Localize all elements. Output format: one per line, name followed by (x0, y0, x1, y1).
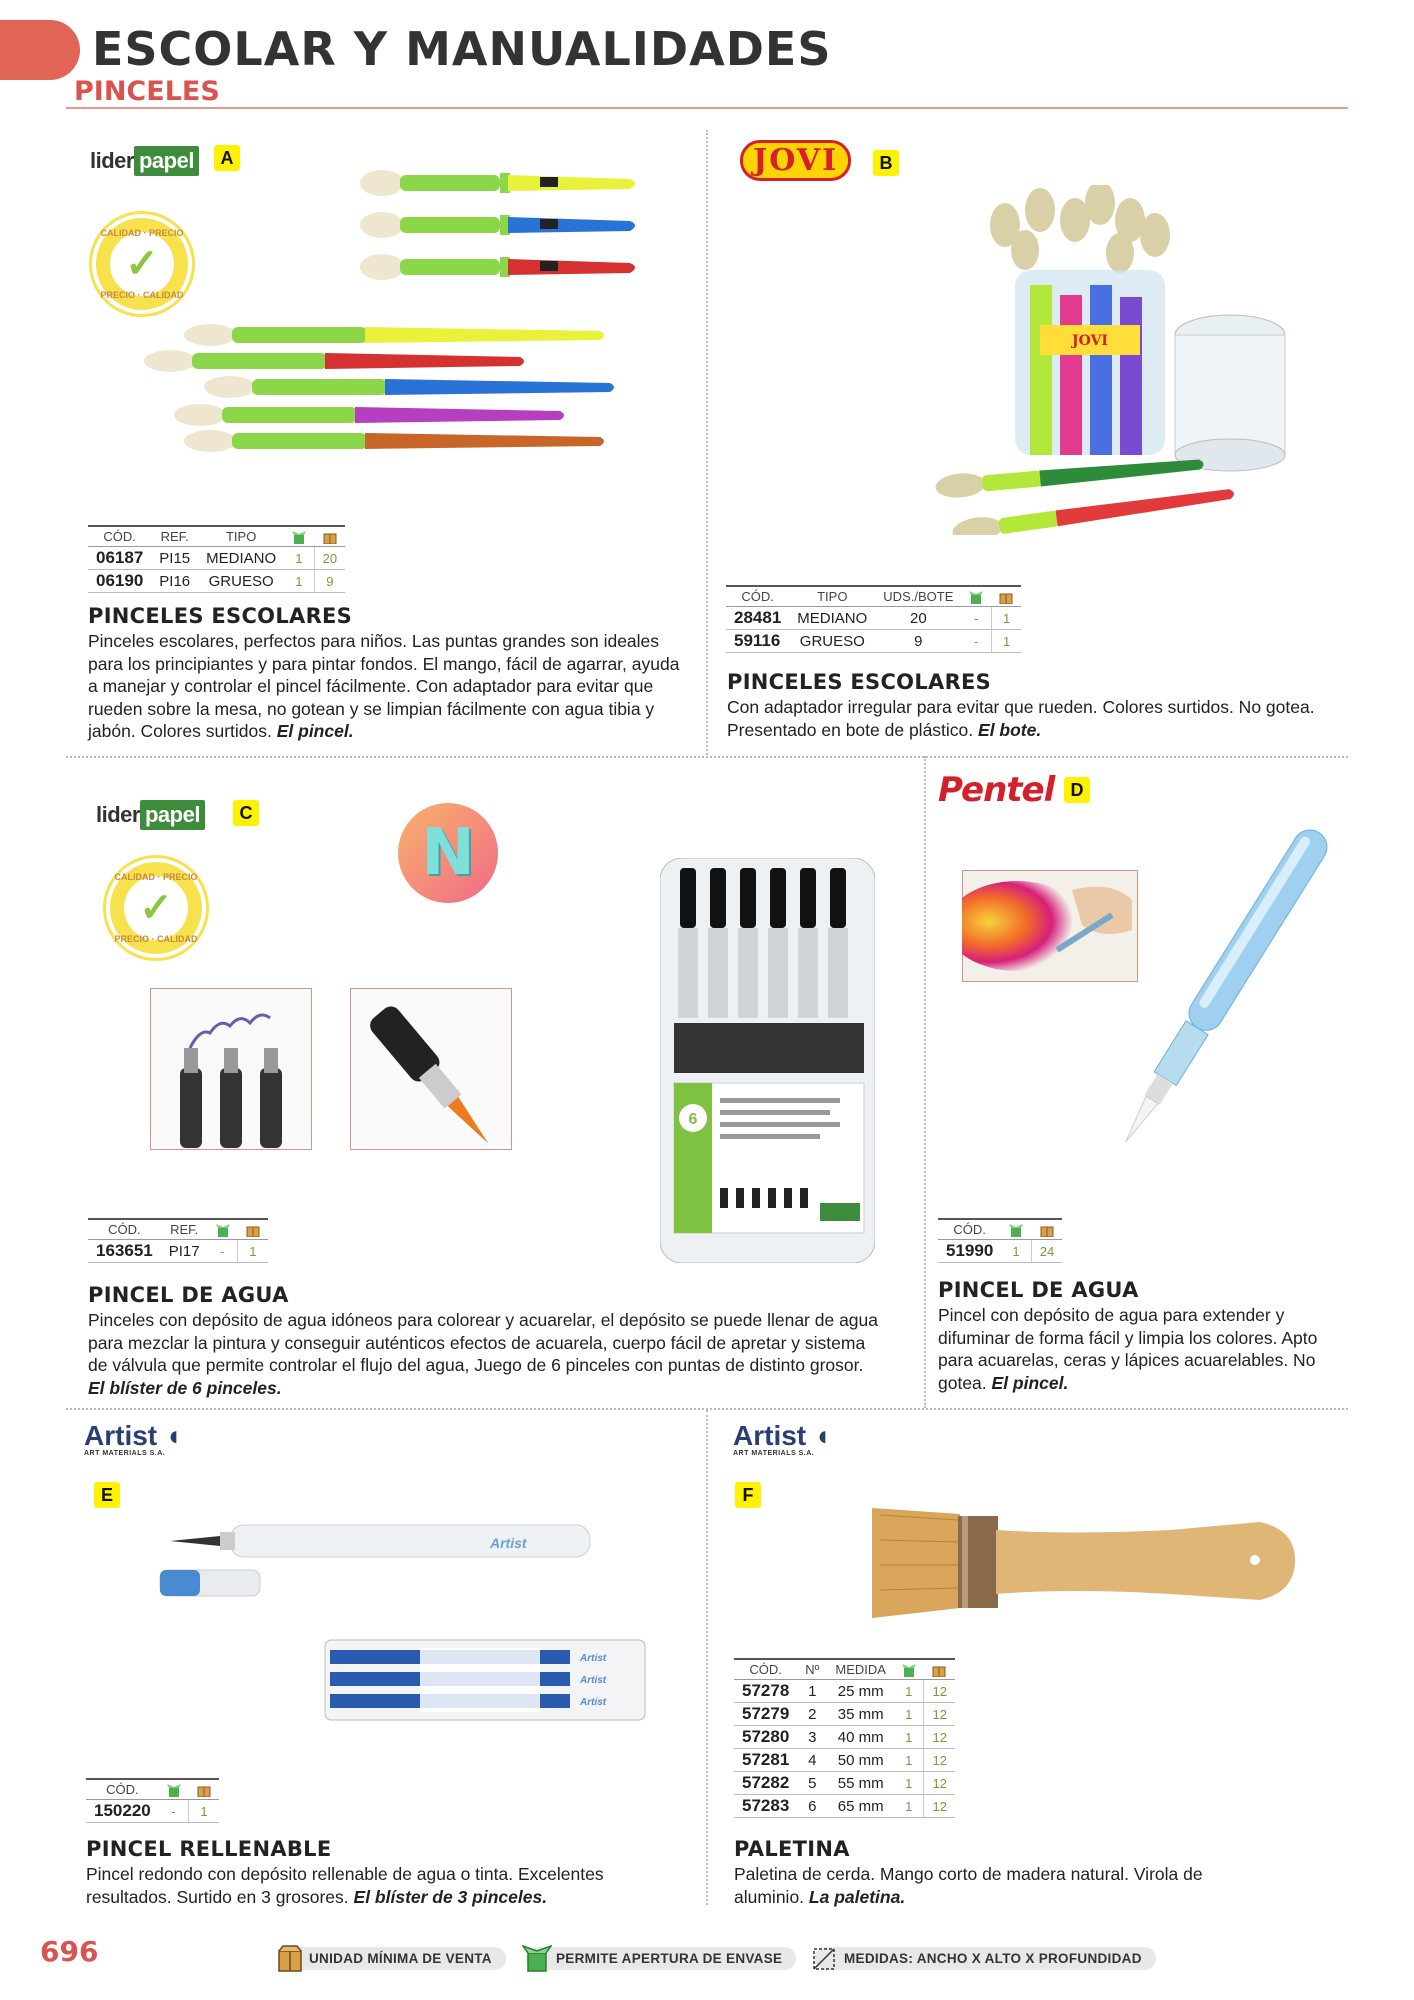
jovi-logo: JOVI (740, 140, 851, 181)
palette-icon: ◖ (813, 1420, 831, 1451)
product-d-description: Pincel con depósito de agua para extender y difuminar de forma fácil y limpia los colores. Apto para acuarelas, ceras y lápices acuarelables. No gotea. El pincel. (938, 1305, 1318, 1393)
divider-vertical-top (706, 130, 708, 755)
brand-name-part2: papel (134, 146, 199, 176)
school-brushes-image (110, 155, 650, 500)
col-header-code: CÓD. (938, 1219, 1001, 1240)
flat-brush-image (870, 1500, 1300, 1630)
box-icon (1031, 1219, 1062, 1240)
seal-top-text: CALIDAD · PRECIO (100, 228, 184, 238)
col-header-code: CÓD. (734, 1659, 797, 1680)
product-e-table (86, 1778, 219, 1823)
product-e-title: PINCEL RELLENABLE (86, 1837, 332, 1861)
table-row: 57281 4 50 mm 1 12 (734, 1749, 955, 1772)
water-brush-detail-image-1 (150, 988, 312, 1150)
open-box-icon (894, 1659, 924, 1680)
col-header-type: TIPO (198, 526, 284, 547)
svg-text:JOVI: JOVI (1072, 333, 1108, 349)
table-row: 150220 - 1 (86, 1800, 219, 1823)
open-box-icon (208, 1219, 238, 1240)
checkmark-icon: ✓ (110, 232, 174, 296)
product-b-title: PINCELES ESCOLARES (727, 670, 992, 694)
product-letter-f: F (735, 1482, 761, 1508)
product-d-table (938, 1218, 1062, 1263)
product-f-title: PALETINA (734, 1837, 850, 1861)
page-title: ESCOLAR Y MANUALIDADES (92, 22, 832, 76)
open-box-icon (284, 526, 314, 547)
product-a-description: Pinceles escolares, perfectos para niños. Las puntas grandes son ideales para los principiantes y para pintar fondos. El mango, fácil de agarrar, ayuda a manejar y controlar el pincel fácilmente. Con adaptador para evitar que rueden sobre la mesa, no gotean y se limpian fácilmente con agua tibia y jabón. Colores surtidos. El pincel. (88, 631, 680, 741)
product-a-title: PINCELES ESCOLARES (88, 604, 353, 628)
seal-bottom-text: PRECIO · CALIDAD (114, 934, 198, 944)
table-row: 57282 5 55 mm 1 12 (734, 1772, 955, 1795)
refillable-brush-image (140, 1500, 660, 1730)
brand-subtitle: ART MATERIALS S.A. (84, 1450, 166, 1457)
section-title: PINCELES (74, 76, 220, 107)
table-row: 28481 MEDIANO 20 - 1 (726, 607, 1021, 630)
svg-text:Artist: Artist (490, 1535, 527, 1551)
col-header-type: TIPO (789, 586, 875, 607)
product-c-table (88, 1218, 268, 1263)
checkmark-icon: ✓ (124, 876, 188, 940)
box-icon (924, 1659, 955, 1680)
brand-name-part1: lider (90, 148, 134, 173)
legend-label: MEDIDAS: ANCHO X ALTO X PROFUNDIDAD (814, 1947, 1156, 1970)
header-divider (66, 107, 1348, 109)
liderpapel-logo (96, 800, 205, 830)
product-a-table (88, 525, 345, 593)
brand-name-part1: lider (96, 802, 140, 827)
legend-dimensions (810, 1945, 1156, 1971)
new-product-badge: N (398, 803, 498, 903)
legend-label: UNIDAD MÍNIMA DE VENTA (279, 1947, 506, 1970)
product-f-description: Paletina de cerda. Mango corto de madera natural. Virola de aluminio. La paletina. (734, 1864, 1203, 1907)
table-row: 51990 1 24 (938, 1240, 1062, 1263)
svg-text:6: 6 (688, 1111, 698, 1128)
box-icon (238, 1219, 268, 1240)
table-row: 59116 GRUESO 9 - 1 (726, 630, 1021, 653)
table-row: 57279 2 35 mm 1 12 (734, 1703, 955, 1726)
pentel-logo: Pentel (938, 770, 1055, 810)
col-header-code: CÓD. (88, 526, 151, 547)
brand-name: Artist (84, 1420, 158, 1451)
col-header-ref: REF. (161, 1219, 208, 1240)
open-box-icon (522, 1943, 552, 1973)
product-c-description: Pinceles con depósito de agua idóneos para colorear y acuarelar, el depósito se puede llenar de agua para mezclar la pintura y conseguir auténticos efectos de acuarela, cuerpo fácil de apretar y sistema de válvula que permite controlar el flujo del agua, Juego de 6 pinceles con puntas de distinto grosor. El blíster de 6 pinceles. (88, 1310, 878, 1398)
open-box-icon (1001, 1219, 1031, 1240)
seal-bottom-text: PRECIO · CALIDAD (100, 290, 184, 300)
water-brush-detail-image-2 (350, 988, 512, 1150)
dimensions-icon (810, 1943, 840, 1973)
palette-icon: ◖ (164, 1420, 182, 1451)
pentel-water-brush-image (1080, 820, 1330, 1210)
product-letter-d: D (1064, 777, 1090, 803)
svg-text:Artist: Artist (580, 1697, 607, 1708)
legend-min-sale-unit (275, 1945, 506, 1971)
col-header-size: MEDIDA (827, 1659, 894, 1680)
product-e-description: Pincel redondo con depósito rellenable de agua o tinta. Excelentes resultados. Surtido en 3 grosores. El blíster de 3 pinceles. (86, 1864, 604, 1907)
product-letter-e: E (94, 1482, 120, 1508)
product-letter-b: B (873, 150, 899, 176)
product-letter-a: A (214, 145, 240, 171)
col-header-units-per-pot: UDS./BOTE (875, 586, 961, 607)
box-icon (275, 1943, 305, 1973)
artist-logo (733, 1420, 831, 1457)
table-row: 163651 PI17 - 1 (88, 1240, 268, 1263)
header-tab (0, 20, 80, 80)
open-box-icon (961, 586, 991, 607)
table-row: 57283 6 65 mm 1 12 (734, 1795, 955, 1818)
box-icon (314, 526, 345, 547)
box-icon (991, 586, 1021, 607)
product-f-table (734, 1658, 955, 1818)
divider-vertical-mid (924, 756, 926, 1408)
artist-logo (84, 1420, 182, 1457)
seal-top-text: CALIDAD · PRECIO (114, 872, 198, 882)
brand-name-part2: papel (140, 800, 205, 830)
product-d-title: PINCEL DE AGUA (938, 1278, 1139, 1302)
col-header-number: Nº (797, 1659, 827, 1680)
svg-text:Artist: Artist (580, 1675, 607, 1686)
col-header-code: CÓD. (726, 586, 789, 607)
product-letter-c: C (233, 800, 259, 826)
table-row: 57280 3 40 mm 1 12 (734, 1726, 955, 1749)
open-box-icon (159, 1779, 189, 1800)
table-row: 57278 1 25 mm 1 12 (734, 1680, 955, 1703)
table-row: 06187 PI15 MEDIANO 1 20 (88, 547, 345, 570)
product-b-table (726, 585, 1021, 653)
brush-pot-image (930, 185, 1290, 535)
box-icon (189, 1779, 219, 1800)
col-header-ref: REF. (151, 526, 198, 547)
legend-open-package (522, 1945, 796, 1971)
product-c-title: PINCEL DE AGUA (88, 1283, 289, 1307)
brand-subtitle: ART MATERIALS S.A. (733, 1450, 815, 1457)
divider-horizontal-1 (66, 756, 1348, 758)
quality-price-seal (106, 858, 206, 958)
page-number: 696 (40, 1935, 99, 1968)
water-brush-blister-image (660, 858, 875, 1263)
svg-text:Artist: Artist (580, 1653, 607, 1664)
legend-label: PERMITE APERTURA DE ENVASE (526, 1947, 796, 1970)
product-b-description: Con adaptador irregular para evitar que rueden. Colores surtidos. No gotea. Presentado en bote de plástico. El bote. (727, 697, 1315, 740)
brand-name: Artist (733, 1420, 807, 1451)
col-header-code: CÓD. (88, 1219, 161, 1240)
divider-vertical-bottom (706, 1410, 708, 1905)
col-header-code: CÓD. (86, 1779, 159, 1800)
table-row: 06190 PI16 GRUESO 1 9 (88, 570, 345, 593)
